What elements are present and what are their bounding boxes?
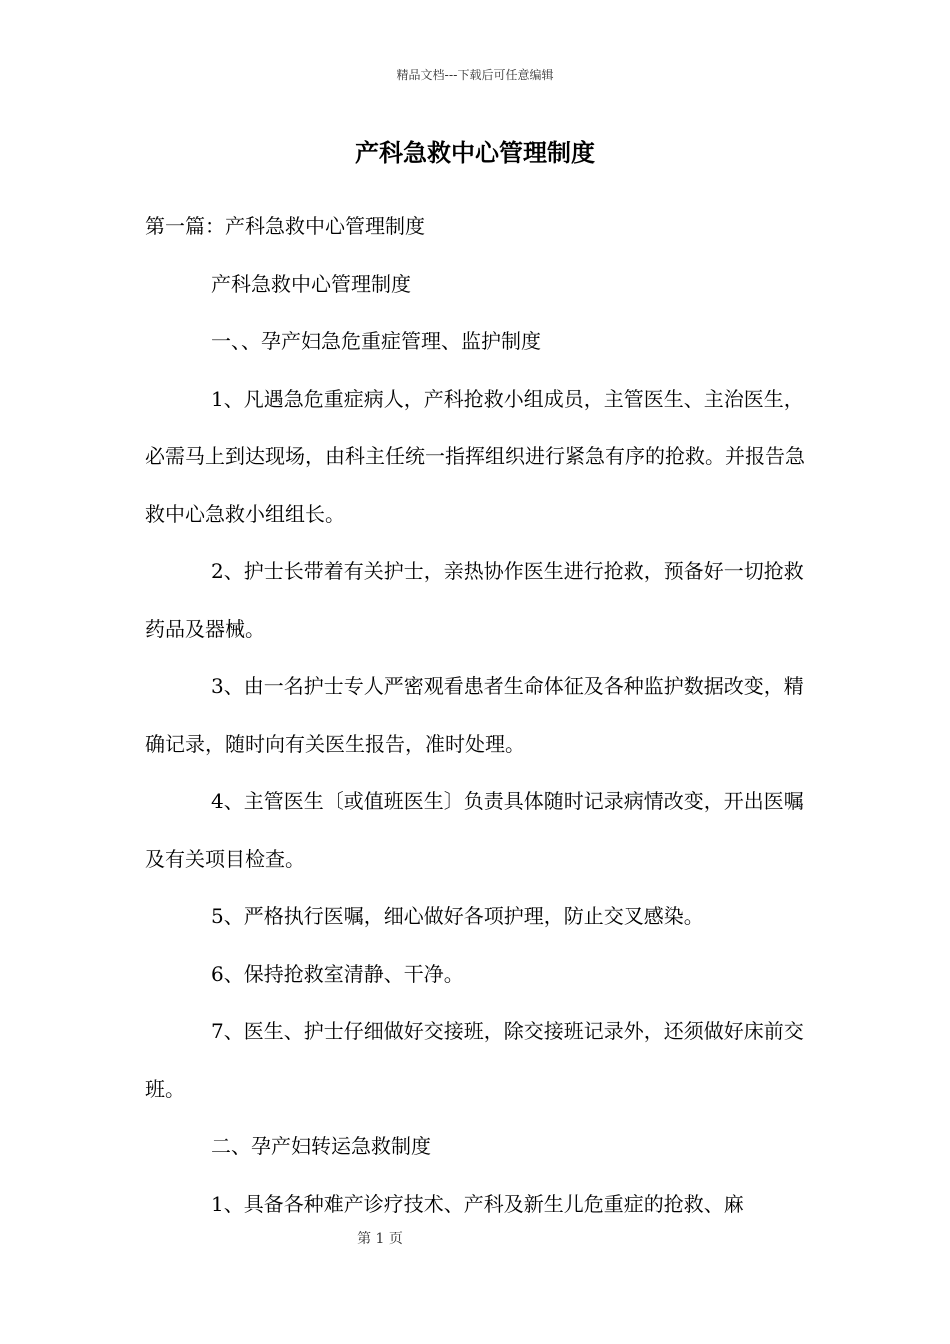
paragraph-item-6: 6、保持抢救室清静、干净。	[211, 961, 464, 986]
page-number: 第 1 页	[357, 1231, 403, 1247]
section-heading-1: 一、、孕产妇急危重症管理、监护制度	[211, 329, 541, 353]
paragraph-section2-item-1: 1、具备各种难产诊疗技术、产科及新生儿危重症的抢救、麻	[211, 1191, 744, 1216]
section-heading-2: 二、孕产妇转运急救制度	[211, 1134, 431, 1158]
paragraph-item-5: 5、严格执行医嘱，细心做好各项护理，防止交叉感染。	[211, 904, 704, 928]
paragraph-item-3: 3、由一名护士专人严密观看患者生命体征及各种监护数据改变，精确记录，随时向有关医生报告，准时处理。	[145, 674, 804, 756]
paragraph-item-4: 4、主管医生〔或值班医生〕负责具体随时记录病情改变，开出医嘱及有关项目检查。	[145, 789, 804, 871]
paragraph-subtitle: 产科急救中心管理制度	[211, 271, 411, 296]
paragraph-item-7: 7、医生、护士仔细做好交接班，除交接班记录外，还须做好床前交班。	[145, 1019, 804, 1101]
header-note: 精品文档---下载后可任意编辑	[396, 68, 554, 82]
paragraph-item-2: 2、护士长带着有关护士，亲热协作医生进行抢救，预备好一切抢救药品及器械。	[145, 559, 804, 641]
document-title: 产科急救中心管理制度	[355, 139, 595, 167]
document-body	[145, 198, 807, 1233]
paragraph-item-1: 1、凡遇急危重症病人，产科抢救小组成员，主管医生、主治医生，必需马上到达现场，由科主任统一指挥组织进行紧急有序的抢救。并报告急救中心急救小组组长。	[145, 386, 805, 526]
chapter-heading: 第一篇：产科急救中心管理制度	[145, 214, 425, 238]
